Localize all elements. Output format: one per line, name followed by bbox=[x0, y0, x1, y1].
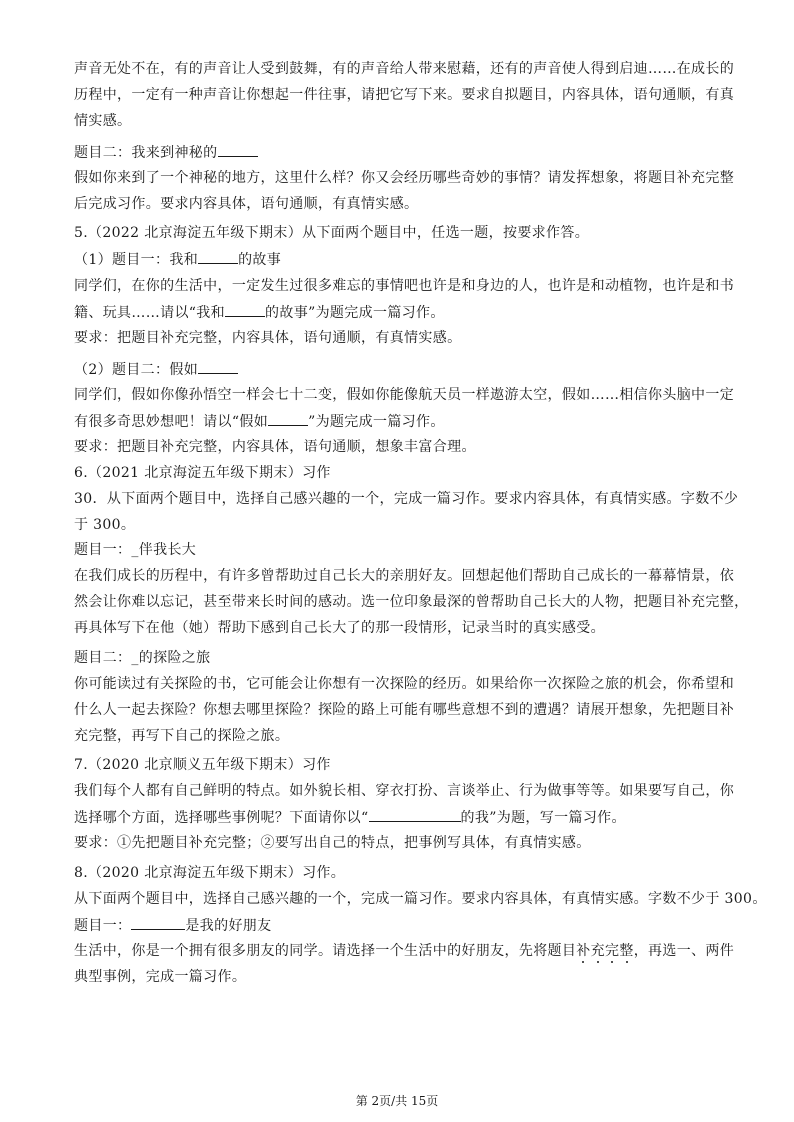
emphasis-dotted-text: 补充完整 bbox=[576, 943, 634, 959]
text-line bbox=[74, 304, 445, 321]
line-text-after: 的我”为题，写一篇习作。 bbox=[460, 810, 626, 826]
text-line bbox=[74, 225, 589, 241]
text-line bbox=[74, 835, 591, 851]
line-text: 题目二：我来到神秘的 bbox=[74, 145, 218, 161]
line-text: 题目一： bbox=[74, 918, 132, 934]
text-line bbox=[74, 702, 734, 718]
line-text: 要求：把题目补充完整，内容具体，语句通顺，想象丰富合理。 bbox=[74, 439, 476, 455]
text-line bbox=[74, 387, 734, 403]
line-text: 再具体写下在他（她）帮助下感到自己长大了的那一段情形，记录当时的真实感受。 bbox=[74, 620, 605, 636]
line-text: 7.（2020 北京顺义五年级下期末）习作 bbox=[74, 757, 331, 773]
line-text: 有很多奇思妙想吧！请以“假如 bbox=[74, 414, 269, 430]
text-line bbox=[74, 809, 626, 826]
line-text: 后完成习作。要求内容具体，语句通顺，有真情实感。 bbox=[74, 196, 419, 212]
line-text: 在我们成长的历程中，有许多曾帮助过自己长大的亲朋好友。回想起他们帮助自己成长的一幕幕情景，依 bbox=[74, 568, 735, 584]
text-line bbox=[74, 144, 258, 161]
text-line bbox=[74, 87, 734, 103]
line-text: 情实感。 bbox=[74, 113, 132, 129]
text-line bbox=[74, 170, 734, 186]
text-line bbox=[74, 757, 331, 773]
line-text: 什么人一起去探险？你想去哪里探险？探险的路上可能有哪些意想不到的遭遇？请展开想象，先把题目补 bbox=[74, 702, 735, 718]
text-line bbox=[74, 465, 331, 481]
line-text: 同学们，在你的生活中，一定发生过很多难忘的事情吧也许是和身边的人，也许是和动植物，也许是和书 bbox=[74, 278, 735, 294]
line-text-after: 是我的好朋友 bbox=[185, 918, 272, 934]
text-line bbox=[74, 943, 734, 959]
fill-in-blank bbox=[268, 413, 308, 426]
line-text: 我们每个人都有自己鲜明的特点。如外貌长相、穿衣打扮、言谈举止、行为做事等等。如果要写自己，你 bbox=[74, 783, 735, 799]
text-line bbox=[74, 517, 135, 533]
line-text: （2）题目二：假如 bbox=[74, 362, 199, 378]
line-text: 选择哪个方面，选择哪些事例呢？下面请你以“ bbox=[74, 810, 369, 826]
text-line bbox=[74, 113, 131, 129]
line-text: （1）题目一：我和 bbox=[74, 252, 199, 268]
text-line bbox=[74, 783, 734, 799]
text-line bbox=[74, 891, 767, 907]
line-text-after: 的故事 bbox=[238, 252, 282, 268]
text-line bbox=[74, 865, 345, 881]
text-line bbox=[74, 568, 734, 584]
fill-in-blank bbox=[225, 304, 265, 317]
text-line bbox=[74, 676, 734, 692]
page-number: 第 2页/共 15页 bbox=[355, 1094, 439, 1108]
fill-in-blank bbox=[198, 251, 238, 264]
line-text: 题目二：_的探险之旅 bbox=[74, 650, 211, 666]
line-text: 30．从下面两个题目中，选择自己感兴趣的一个，完成一篇习作。要求内容具体，有真情实感。字数不少 bbox=[74, 491, 739, 507]
text-line bbox=[74, 196, 418, 212]
text-line bbox=[74, 278, 734, 294]
text-line bbox=[74, 728, 289, 744]
line-text: 声音无处不在，有的声音让人受到鼓舞，有的声音给人带来慰藉，还有的声音使人得到启迪……在成长的 bbox=[74, 61, 735, 77]
line-text: 典型事例，完成一篇习作。 bbox=[74, 969, 247, 985]
text-line bbox=[74, 251, 281, 268]
text-line bbox=[74, 650, 211, 666]
line-text: 你可能读过有关探险的书，它可能会让你想有一次探险的经历。如果给你一次探险之旅的机会，你希望和 bbox=[74, 676, 735, 692]
fill-in-blank bbox=[218, 144, 258, 157]
fill-in-blank bbox=[131, 917, 185, 930]
line-text: 要求：把题目补充完整，内容具体，语句通顺，有真情实感。 bbox=[74, 330, 462, 346]
line-text: 要求：①先把题目补充完整；②要写出自己的特点，把事例写具体，有真情实感。 bbox=[74, 835, 591, 851]
line-text: 然会让你难以忘记，甚至带来长时间的感动。选一位印象最深的曾帮助自己长大的人物，把题目补充完整， bbox=[74, 594, 749, 610]
line-text: 5.（2022 北京海淀五年级下期末）从下面两个题目中，任选一题，按要求作答。 bbox=[74, 225, 590, 241]
line-text: 同学们，假如你像孙悟空一样会七十二变，假如你能像航天员一样遨游太空，假如……相信你头脑中一定 bbox=[74, 387, 735, 403]
text-line bbox=[74, 969, 246, 985]
line-text: 充完整，再写下自己的探险之旅。 bbox=[74, 728, 290, 744]
text-line bbox=[74, 439, 476, 455]
line-text: 生活中，你是一个拥有很多朋友的同学。请选择一个生活中的好朋友，先将题目 bbox=[74, 943, 577, 959]
fill-in-blank bbox=[198, 361, 238, 374]
text-line bbox=[74, 61, 734, 77]
text-line bbox=[74, 917, 272, 934]
text-line bbox=[74, 491, 738, 507]
line-text: 6.（2021 北京海淀五年级下期末）习作 bbox=[74, 465, 331, 481]
text-line bbox=[74, 330, 461, 346]
line-text: 从下面两个题目中，选择自己感兴趣的一个，完成一篇习作。要求内容具体，有真情实感。字数不少于 300。 bbox=[74, 891, 767, 907]
line-text: 历程中，一定有一种声音让你想起一件往事，请把它写下来。要求自拟题目，内容具体，语句通顺，有真 bbox=[74, 87, 735, 103]
fill-in-blank bbox=[369, 809, 461, 822]
text-line bbox=[74, 620, 605, 636]
line-text: 假如你来到了一个神秘的地方，这里什么样？你又会经历哪些奇妙的事情？请发挥想象，将题目补充完整 bbox=[74, 170, 735, 186]
line-text: 8.（2020 北京海淀五年级下期末）习作。 bbox=[74, 865, 346, 881]
text-line bbox=[74, 413, 445, 430]
line-text-after: 的故事”为题完成一篇习作。 bbox=[265, 305, 445, 321]
line-text: 籍、玩具……请以“我和 bbox=[74, 305, 226, 321]
text-line bbox=[74, 542, 196, 558]
line-text: 于 300。 bbox=[74, 517, 136, 533]
line-text: 题目一：_伴我长大 bbox=[74, 542, 197, 558]
line-text-after: ，再选一、两件 bbox=[633, 943, 735, 959]
text-line bbox=[74, 361, 238, 378]
text-line bbox=[74, 594, 748, 610]
line-text-after: ”为题完成一篇习作。 bbox=[308, 414, 445, 430]
